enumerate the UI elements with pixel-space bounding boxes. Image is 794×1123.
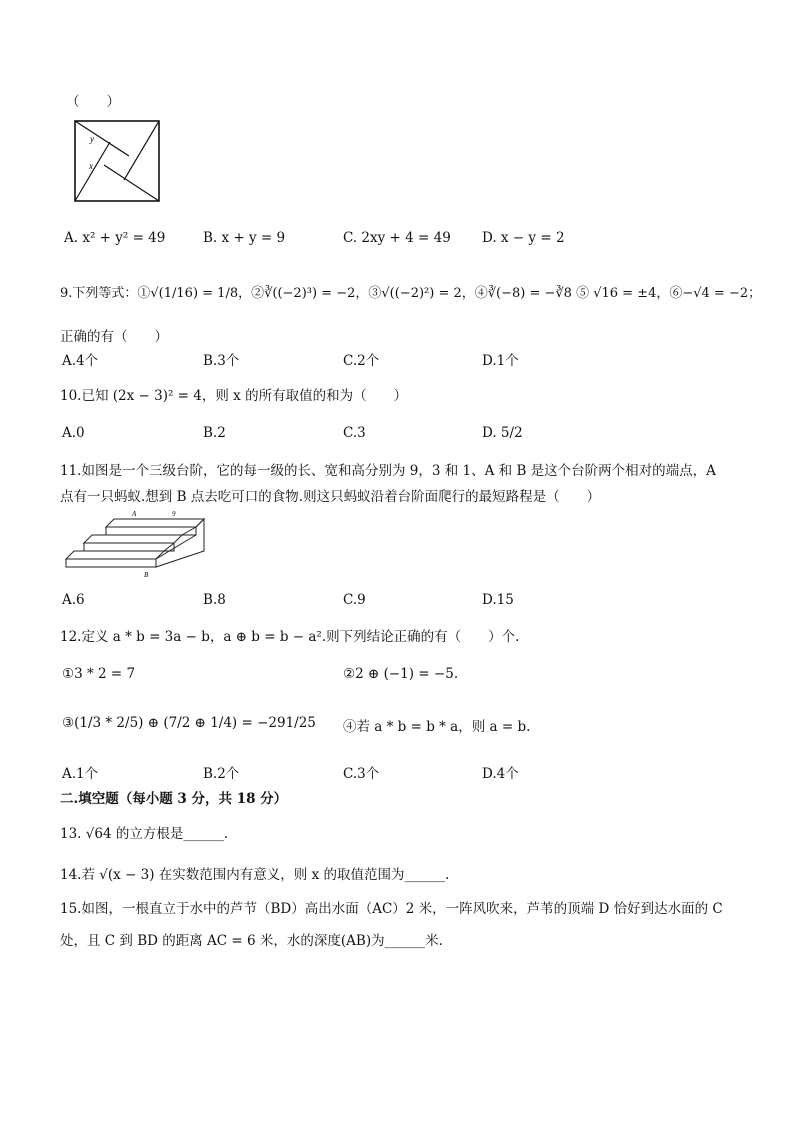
q9-option-a: A.4个 [62,353,99,369]
fig-label-x: x [89,161,93,171]
q11-line2: 点有一只蚂蚁.想到 B 点去吃可口的食物.则这只蚂蚁沿着台阶面爬行的最短路程是（ ） [60,489,601,505]
q8-bracket: （ ） [66,94,120,110]
fig-label-a: A [132,510,137,518]
q9-option-c: C.2个 [343,353,380,369]
q8-option-a: A. x² + y² = 49 [64,230,166,246]
q9-option-d: D.1个 [482,353,519,369]
q12-statement-2: ②2 ⊕ (−1) = −5. [343,666,459,682]
fig-label-b: B [144,571,149,579]
q13-stem: 13. √64 的立方根是______. [60,826,229,842]
q11-option-a: A.6 [62,592,85,608]
q8-option-b: B. x + y = 9 [203,230,286,246]
q8-option-d: D. x − y = 2 [482,230,565,246]
q11-line1: 11.如图是一个三级台阶，它的每一级的长、宽和高分别为 9，3 和 1、A 和 B 是这个台阶两个相对的端点，A [60,463,716,479]
q9-option-b: B.3个 [203,353,240,369]
q8-option-c: C. 2xy + 4 = 49 [343,230,451,246]
q12-statement-3: ③(1/3 * 2/5) ⊕ (7/2 ⊕ 1/4) = −291/25 [62,715,316,731]
q11-option-c: C.9 [343,592,366,608]
q12-option-c: C.3个 [343,766,380,782]
q10-option-a: A.0 [62,425,85,441]
q12-option-d: D.4个 [482,766,519,782]
q14-stem: 14.若 √(x − 3) 在实数范围内有意义，则 x 的取值范围为______. [60,867,450,883]
q8-square-figure [74,120,162,204]
q12-statement-4: ④若 a * b = b * a，则 a = b. [343,719,531,735]
q15-line1: 15.如图，一根直立于水中的芦节（BD）高出水面（AC）2 米，一阵风吹来，芦苇的顶端 D 恰好到达水面的 C [60,901,723,917]
fig-label-y: y [90,134,94,144]
q10-option-b: B.2 [203,425,226,441]
q12-stem: 12.定义 a * b = 3a − b，a ⊕ b = b − a².则下列结论正确的有（ ）个. [60,629,520,645]
section-title-fill-in: 二.填空题（每小题 3 分，共 18 分） [60,791,288,807]
q9-stem: 9.下列等式：①√(1/16) = 1/8，②∛((−2)³) = −2，③√((−2)²) = 2，④∛(−8) = −∛8 ⑤ √16 = ±4，⑥−√4 = −2； [60,286,762,301]
q10-stem: 10.已知 (2x − 3)² = 4，则 x 的所有取值的和为（ ） [60,388,408,404]
q10-option-c: C.3 [343,425,366,441]
q11-option-d: D.15 [482,592,514,608]
q12-statement-1: ①3 * 2 = 7 [62,666,136,682]
fig-label-9: 9 [172,510,176,518]
q9-stem2: 正确的有（ ） [60,329,168,345]
q11-stairs-figure [64,507,214,583]
q15-line2: 处，且 C 到 BD 的距离 AC = 6 米，水的深度(AB)为______米. [60,933,443,949]
q10-option-d: D. 5/2 [482,425,523,441]
q12-option-a: A.1个 [62,766,99,782]
q11-option-b: B.8 [203,592,226,608]
q12-option-b: B.2个 [203,766,240,782]
